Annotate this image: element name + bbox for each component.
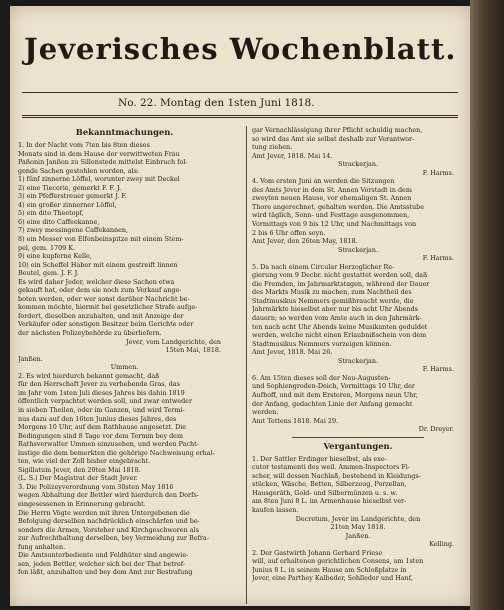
text-line: Janßen. bbox=[18, 354, 43, 363]
issue-line: No. 22. Montag den 1sten Juni 1818. bbox=[118, 97, 315, 109]
text-line: Amt Tettens 1818. Mai 29. bbox=[252, 416, 339, 425]
text-line: werden, welche nicht einen Erlaubnißschein von dem bbox=[252, 331, 427, 340]
text-line: Strackerjan. bbox=[337, 160, 379, 169]
text-line: 5) ein dito Theetopf, bbox=[18, 209, 84, 218]
text-line: pel, gem. 1709 K. bbox=[18, 243, 76, 252]
text-line: zweyten neuen Hause, vor ehemaligen St. Annen bbox=[252, 194, 412, 203]
text-line: Die Amtsunterbediente und Feldhüter sind angewie- bbox=[18, 551, 189, 560]
text-line: Hausgeräth, Gold- und Silbermünzen u. s. w. bbox=[252, 488, 398, 497]
text-line: Stadtmusikus Nemmers gemißbraucht werde, die bbox=[252, 296, 414, 305]
text-line: des Amts Jever in dem St. Annen Vorstadt in dem bbox=[252, 185, 412, 194]
text-line: kaufen lassen. bbox=[252, 505, 299, 514]
text-line: die Fremden, im Jahrmarktstagen, während der Dauer bbox=[252, 279, 430, 288]
book-binding-edge bbox=[470, 0, 504, 610]
text-line: gende Sachen gestohlen worden, als: bbox=[18, 166, 140, 175]
text-line: 2. Es wird hierdurch bekannt gemacht, daß bbox=[18, 371, 160, 380]
text-line: ten, wie viel der Zoll bisher eingebracht. bbox=[18, 457, 151, 466]
issue-rule-bottom-2 bbox=[22, 117, 458, 118]
text-line: (L. S.) Der Magistrat der Stadt Jever. bbox=[18, 474, 138, 483]
text-line: im Jahr vom 1sten Juli dieses Jahres bis dahin 1819 bbox=[18, 388, 185, 397]
text-line: Aufhoff, und mit dem Ersteren, Morgens neun Uhr, bbox=[252, 390, 418, 399]
text-line: cutor testamenti des weil. Ammen-Inspectors Fi- bbox=[252, 463, 410, 472]
text-line: Thore angerechnet, gehalten werden. Die Amtsstube bbox=[252, 202, 424, 211]
text-line: stücken, Wäsche, Betten, Silberzeug, Porzellan, bbox=[252, 480, 407, 489]
text-line: 7) zwey messingene Caffekannen, bbox=[18, 226, 129, 235]
text-line: gekauft hat, oder dem sie noch zum Verkauf ange- bbox=[18, 286, 182, 295]
text-line: Morgens 10 Uhr, auf dem Rathhause angesetzt. Die bbox=[18, 423, 187, 432]
text-line: Amt Jever, 1818. Mai 14. bbox=[252, 151, 333, 160]
left-column bbox=[18, 126, 231, 577]
text-line: wird täglich, Sonn- und Festtage ausgenommen, bbox=[252, 211, 410, 220]
text-line: 15ten Mai, 1818. bbox=[165, 346, 221, 355]
text-line: Sigillatum Jever, den 20ten Mai 1818. bbox=[18, 465, 141, 474]
issue-rule-bottom bbox=[22, 115, 458, 116]
section-heading: Vergantungen. bbox=[323, 440, 393, 451]
text-line: F. Harms. bbox=[422, 254, 454, 263]
text-line: lustige die dem bemerkten die gehörige Nachweisung erhal- bbox=[18, 448, 215, 457]
text-line: und Sophiengroden-Deich, Vormittags 10 Uhr, der bbox=[252, 382, 415, 391]
text-line: Paßonin Janßen zu Sillenstede mittelst Einbruch fol- bbox=[18, 158, 188, 167]
text-line: der nächsten Polizeybehörde zu überliefern. bbox=[18, 329, 162, 338]
text-line: dauern; so werden vom Amte auch in den Jahrmärk- bbox=[252, 314, 422, 323]
text-line: 1. In der Nacht vom 7ten bis 8ten dieses bbox=[18, 141, 150, 149]
text-line: 4) ein großer zinnerner Löffel, bbox=[18, 200, 117, 209]
text-line: öffentlich verpachtet werden soll, und zwar entweder bbox=[18, 397, 192, 406]
text-line: kommen möchte, hiermit bei gesetzlicher Strafe aufge- bbox=[18, 303, 198, 312]
text-line: eingesessenen in Erinnerung gebracht. bbox=[18, 499, 146, 508]
text-line: 3) ein Pfefferstreuer gemerkt J. F. bbox=[18, 192, 127, 201]
text-line: 21ten May 1818. bbox=[330, 523, 386, 532]
text-line: tung ziehen. bbox=[252, 143, 293, 152]
text-line: 10) ein Scheffel Haber mit einem gestreift linnen bbox=[18, 260, 178, 269]
text-line: sen, jeden Bettler, welcher sich bei der That betref- bbox=[18, 559, 186, 568]
text-line: wegen Abhaltung der Bettler wird hierdurch den Dorfs- bbox=[18, 491, 199, 500]
text-line: Kelling. bbox=[429, 540, 454, 549]
text-line: Es wird daher Jeder, welcher diese Sachen etwa bbox=[18, 277, 175, 286]
text-line: will, auf erhaltenen gerichtlichen Consens, am 1sten bbox=[252, 557, 424, 566]
column-divider bbox=[246, 126, 247, 604]
text-line: 9) eine kupferne Kelle, bbox=[18, 252, 92, 261]
text-line: des Markts Musik zu machen, zum Nachtheil des bbox=[252, 288, 412, 297]
masthead-rule-top bbox=[22, 92, 458, 93]
text-line: 6. Am 15ten dieses soll der Neu-Augusten- bbox=[252, 373, 391, 382]
text-line: Strackerjan. bbox=[337, 245, 379, 254]
text-line: Die Herrn Vögte werden mit ihren Untergebenen die bbox=[18, 508, 190, 517]
text-line: werden. bbox=[252, 408, 279, 417]
text-line: 2. Der Gastwirth Johann Gerhard Friese bbox=[252, 548, 383, 557]
text-line: 2 bis 6 Uhr offen seyn. bbox=[252, 228, 326, 237]
text-line: fung anhalten. bbox=[18, 542, 66, 551]
text-line: so wird das Amt sie selbst deshalb zur Verantwor- bbox=[252, 134, 415, 143]
text-line: der Anfang, gedachten Linie der Anfang gemacht bbox=[252, 399, 413, 408]
text-line: boten werden, oder wer sonst darüber Nachricht be- bbox=[18, 294, 190, 303]
text-line: für den Herrschaft Jever zu verhebende Gras, das bbox=[18, 380, 180, 389]
text-line: 1. Der Sattler Erdinger hieselbst, als exe- bbox=[252, 454, 387, 463]
text-line: ten nach acht Uhr Abends keine Musikanten geduldet bbox=[252, 322, 428, 331]
text-line: 3. Die Polizeyverordnung vom 30sten May 1816 bbox=[18, 482, 174, 491]
text-line: gierung vom 9 Decbr. nicht gestattet werden soll, daß bbox=[252, 271, 428, 280]
text-line: Bedingungen sind 8 Tage vor dem Termin bey dem bbox=[18, 431, 184, 440]
text-line: Stadtmusikus Nemmers vorzeigen können. bbox=[252, 339, 392, 348]
text-line: Amt Jever, den 26ten May, 1818. bbox=[252, 237, 358, 246]
text-line: F. Harms. bbox=[422, 365, 454, 374]
section-rule bbox=[292, 437, 424, 438]
text-line: Dr. Dreyer. bbox=[418, 425, 454, 434]
text-line: Ummen. bbox=[110, 363, 139, 372]
text-line: 5. Da nach einem Circular Herzoglicher Re- bbox=[252, 262, 395, 271]
text-line: nus dazu auf den 16ten Junius dieses Jahres, des bbox=[18, 414, 177, 423]
text-line: 6) eine dito Caffeekanne, bbox=[18, 217, 100, 226]
text-line: Decretum, Jever im Landgerichte, den bbox=[295, 514, 421, 523]
text-line: F. Harms. bbox=[422, 168, 454, 177]
text-line: Monats sind in dem Hause der verwittweten Frau bbox=[18, 149, 180, 158]
text-line: Junius 8 L. in seinem Hause am Schloßplatze in bbox=[252, 565, 407, 574]
newspaper-page bbox=[10, 6, 470, 606]
text-line: gar Vernachlässigung ihrer Pflicht schuldig machen, bbox=[252, 126, 423, 134]
text-line: Vormittags von 9 bis 12 Uhr, und Nachmittags von bbox=[252, 220, 417, 229]
text-line: 2) eine Tiecerie, gemerkt F. F. J. bbox=[18, 183, 122, 192]
text-line: Beutel, gem. J. F. J. bbox=[18, 269, 79, 278]
text-line: zur Aufrechthaltung derselben, bey Vermeidung zur Befra- bbox=[18, 534, 209, 543]
text-line: 1) fünf zinnerne Löffel, worunter zwey mit Deckel bbox=[18, 175, 180, 184]
text-line: fen läßt, anzuhalten und bey dem Amt zur Bestrafung bbox=[18, 568, 193, 577]
text-line: 4. Vom ersten Juni an werden die Sitzungen bbox=[252, 177, 395, 186]
text-line: Strackerjan. bbox=[337, 356, 379, 365]
text-line: 8) ein Messer von Elfenbeinspitze mit einem Stem- bbox=[18, 235, 184, 244]
text-line: am 8ten Juni 8 L. im Armenhause hieselbst ver- bbox=[252, 497, 407, 506]
text-line: Janßen. bbox=[345, 531, 371, 540]
section-heading: Bekanntmachungen. bbox=[75, 127, 174, 137]
text-line: in sieben Theilen, oder im Ganzen, und wird Termi- bbox=[18, 405, 185, 414]
text-line: Jever, eine Parthey Kalbeder, Sohlleder und Hanf, bbox=[252, 574, 413, 583]
right-column bbox=[252, 126, 464, 583]
text-line: Jahrmärkte hieselbst aber nur bis acht Uhr Abends bbox=[252, 305, 418, 314]
text-line: Rathsverwalter Ummen einzusehen, und werden Pacht- bbox=[18, 440, 199, 449]
masthead-title: Jeverisches Wochenblatt. bbox=[24, 32, 457, 66]
text-line: Verkäufer oder sonstigen Besitzer beim Gerichte oder bbox=[18, 320, 194, 329]
text-line: sonders die Armen, Vorsteher und Kirchgeschworen als bbox=[18, 525, 199, 534]
text-line: scher, will dessen Nachlaß, bestehend in Kleidungs- bbox=[252, 471, 421, 480]
text-line: fordert, dieselben anzuhalten, und mit Anzeige der bbox=[18, 311, 184, 320]
text-line: Befolgung derselben nachdrücklich einschärfen und be- bbox=[18, 517, 200, 526]
text-line: Amt Jever, 1818. Mai 26. bbox=[252, 348, 333, 357]
text-line: Jever, vom Landgerichte, den bbox=[125, 337, 221, 346]
